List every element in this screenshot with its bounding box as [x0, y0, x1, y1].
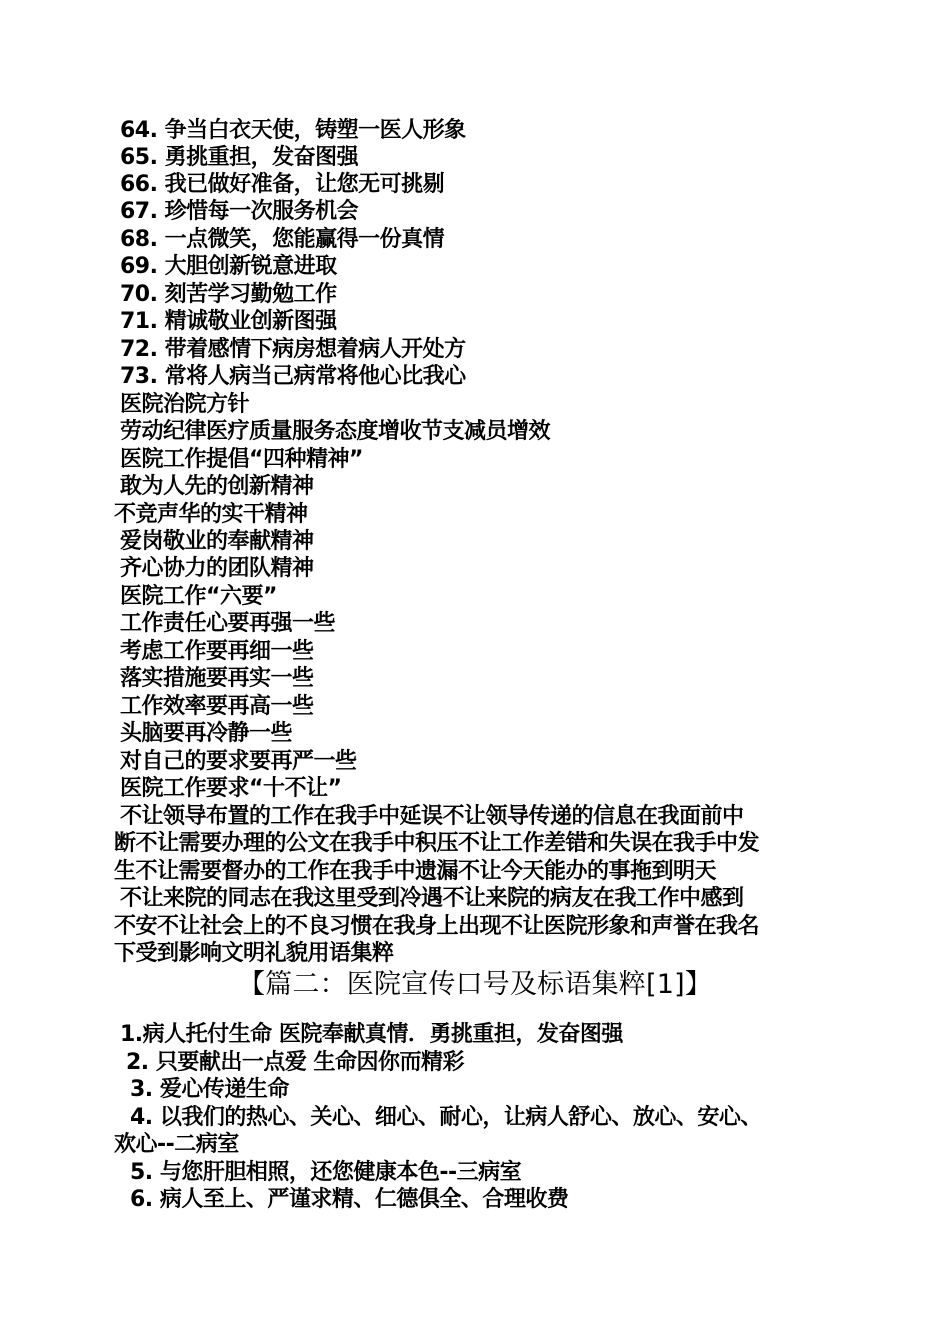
text-line: 对自己的要求要再严一些	[120, 749, 357, 774]
text-line: 医院治院方针	[120, 392, 250, 417]
text-line: 齐心协力的团队精神	[120, 556, 314, 581]
text-line: 67. 珍惜每一次服务机会	[120, 199, 359, 224]
text-line: 工作效率要再高一些	[120, 694, 314, 719]
text-line: 下受到影响文明礼貌用语集粹	[114, 941, 394, 966]
text-line: 69. 大胆创新锐意进取	[120, 254, 337, 279]
text-line: 70. 刻苦学习勤勉工作	[120, 282, 337, 307]
text-line: 71. 精诚敬业创新图强	[120, 309, 337, 334]
text-line: 不竞声华的实干精神	[114, 502, 308, 527]
text-line: 头脑要再冷静一些	[120, 721, 293, 746]
text-line: 65. 勇挑重担，发奋图强	[120, 145, 359, 170]
text-line: 不让领导布置的工作在我手中延误不让领导传递的信息在我面前中	[120, 804, 744, 829]
text-line: 不让来院的同志在我这里受到冷遇不让来院的病友在我工作中感到	[120, 886, 744, 911]
section-heading: 【篇二：医院宣传口号及标语集粹[1]】	[237, 969, 713, 1000]
text-line: 断不让需要办理的公文在我手中积压不让工作差错和失误在我手中发	[114, 831, 760, 856]
text-line: 工作责任心要再强一些	[120, 611, 336, 636]
text-line: 欢心--二病室	[114, 1132, 239, 1157]
text-line: 考虑工作要再细一些	[120, 639, 314, 664]
text-line: 劳动纪律医疗质量服务态度增收节支减员增效	[120, 419, 551, 444]
text-line: 1.病人托付生命 医院奉献真情．勇挑重担，发奋图强	[120, 1022, 623, 1047]
text-line: 5. 与您肝胆相照，还您健康本色--三病室	[130, 1160, 522, 1185]
text-line: 6. 病人至上、严谨求精、仁德俱全、合理收费	[130, 1187, 569, 1212]
text-line: 生不让需要督办的工作在我手中遗漏不让今天能办的事拖到明天	[114, 859, 717, 884]
text-line: 医院工作要求“十不让”	[120, 776, 342, 801]
text-line: 72. 带着感情下病房想着病人开处方	[120, 337, 466, 362]
text-line: 医院工作提倡“四种精神”	[120, 447, 363, 472]
text-line: 68. 一点微笑，您能赢得一份真情	[120, 227, 445, 252]
text-line: 爱岗敬业的奉献精神	[120, 529, 314, 554]
text-line: 66. 我已做好准备，让您无可挑剔	[120, 172, 445, 197]
text-line: 落实措施要再实一些	[120, 666, 314, 691]
text-line: 3. 爱心传递生命	[130, 1077, 289, 1102]
text-line: 4. 以我们的热心、关心、细心、耐心，让病人舒心、放心、安心、	[130, 1105, 762, 1130]
text-line: 2. 只要献出一点爱 生命因你而精彩	[126, 1050, 464, 1075]
text-line: 医院工作“六要”	[120, 584, 277, 609]
text-line: 73. 常将人病当己病常将他心比我心	[120, 364, 466, 389]
text-line: 敢为人先的创新精神	[120, 474, 314, 499]
text-line: 64. 争当白衣天使，铸塑一医人形象	[120, 118, 466, 143]
text-line: 不安不让社会上的不良习惯在我身上出现不让医院形象和声誉在我名	[114, 914, 760, 939]
